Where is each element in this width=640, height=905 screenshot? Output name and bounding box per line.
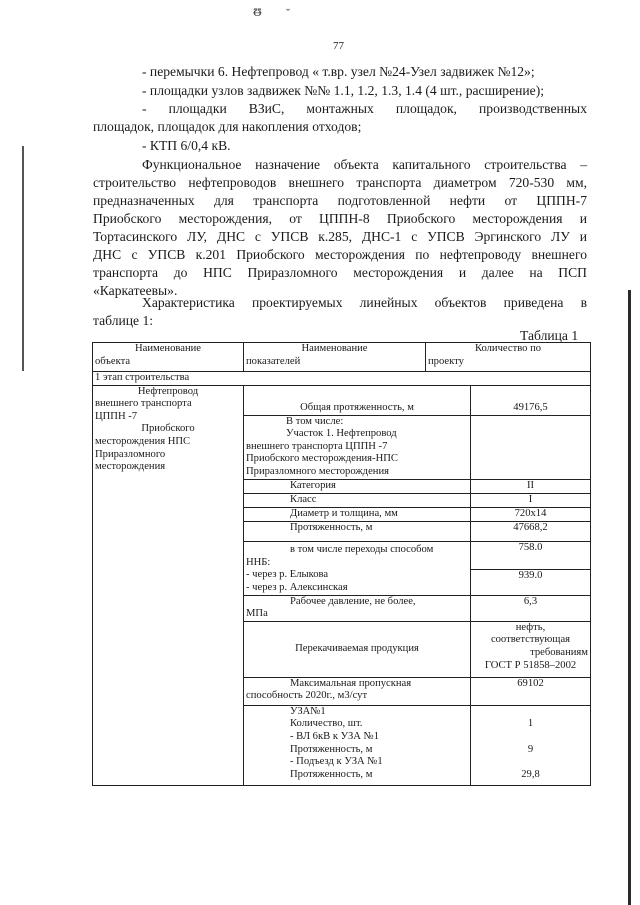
value-cell: I [471,493,591,507]
indicator-cell: В том числе: Участок 1. Нефтепровод внешнего транспорта ЦППН -7 Приобского месторождения-НПС Приразломного месторождения [244,415,471,479]
purpose-line: строительство нефтепроводов внешнего транспорта диаметром 720-530 мм, [93,175,587,190]
indicator-cell: Класс [244,493,471,507]
purpose-line: предназначенных для транспорта подготовленной нефти от ЦППН-7 [93,193,587,208]
list-item: - площадки ВЗиС, монтажных площадок, производственных [142,101,587,116]
value-cell: 720x14 [471,507,591,521]
indicator-cell: Протяженность, м [244,521,471,541]
char-line: таблице 1: [93,313,154,328]
scan-mark: ᵿ [253,3,262,20]
purpose-line: ДНС с УПСВ к.201 Приобского месторождения по нефтепроводу внешнего [93,247,587,262]
value-cell: 69102 [471,677,591,705]
indicator-cell: Категория [244,479,471,493]
purpose-line: Тортасинского ЛУ, ДНС с УПСВ к.285, ДНС-1 с УПСВ Эргинского ЛУ и [93,229,587,244]
scan-margin-line [22,146,24,371]
list-item-cont: площадок, площадок для накопления отходов; [93,119,362,134]
uza-cell: УЗА№1 Количество, шт. - ВЛ 6кВ к УЗА №1 Протяженность, м - Подъезд к УЗА №1 Протяженность, м [244,705,471,785]
purpose-line: транспорта до НПС Приразломного месторождения и далее на ПСП [93,265,587,280]
purpose-line: Приобского месторождения, от ЦППН-8 Приобского месторождения и [93,211,587,226]
purpose-line: Функциональное назначение объекта капитального строительства – [142,157,587,172]
indicator-cell: Диаметр и толщина, мм [244,507,471,521]
indicator-cell: Перекачиваемая продукция [244,621,471,677]
value-cell: 1 9 29,8 [471,705,591,785]
value-cell: 6,3 [471,595,591,621]
list-item: - КТП 6/0,4 кВ. [142,138,231,153]
indicator-cell: Общая протяженность, м [244,385,471,415]
list-item: - перемычки 6. Нефтепровод « т.вр. узел №24-Узел задвижек №12»; [142,64,535,79]
stage-row [93,372,591,386]
table-caption: Таблица 1 [520,328,579,343]
header-quantity: Количество по проекту [426,343,591,372]
indicator-cell: Максимальная пропускная способность 2020г., м3/сут [244,677,471,705]
scan-edge-line [628,290,631,905]
header-indicator: Наименование показателей [244,343,426,372]
value-cell: 939.0 [471,569,591,595]
indicator-cell: Рабочее давление, не более, МПа [244,595,471,621]
scan-mark: ˇ [286,6,290,20]
char-line: Характеристика проектируемых линейных объектов приведена в [142,295,587,310]
value-cell: 49176,5 [471,385,591,415]
list-item: - площадки узлов задвижек №№ 1.1, 1.2, 1.3, 1.4 (4 шт., расширение); [142,83,545,98]
header-object: Наименование объекта [93,343,244,372]
page-number: 77 [333,40,344,52]
stage-label: 1 этап строительства [93,372,591,386]
value-cell: нефть, соответствующая требованиям ГОСТ Р 51858–2002 [471,621,591,677]
table-header-row [93,343,591,372]
crossings-cell: в том числе переходы способом ННБ: - через р. Елыкова - через р. Алексинская [244,541,471,595]
value-cell [471,415,591,479]
value-cell: 758.0 [471,541,591,569]
characteristics-table [92,342,591,786]
object-name-cell: Нефтепровод внешнего транспорта ЦППН -7 Приобского месторождения НПС Приразломного месторождения [93,385,244,785]
value-cell: II [471,479,591,493]
purpose-line: «Каркатеевы». [93,283,178,298]
value-cell: 47668,2 [471,521,591,541]
table-row [93,385,591,415]
